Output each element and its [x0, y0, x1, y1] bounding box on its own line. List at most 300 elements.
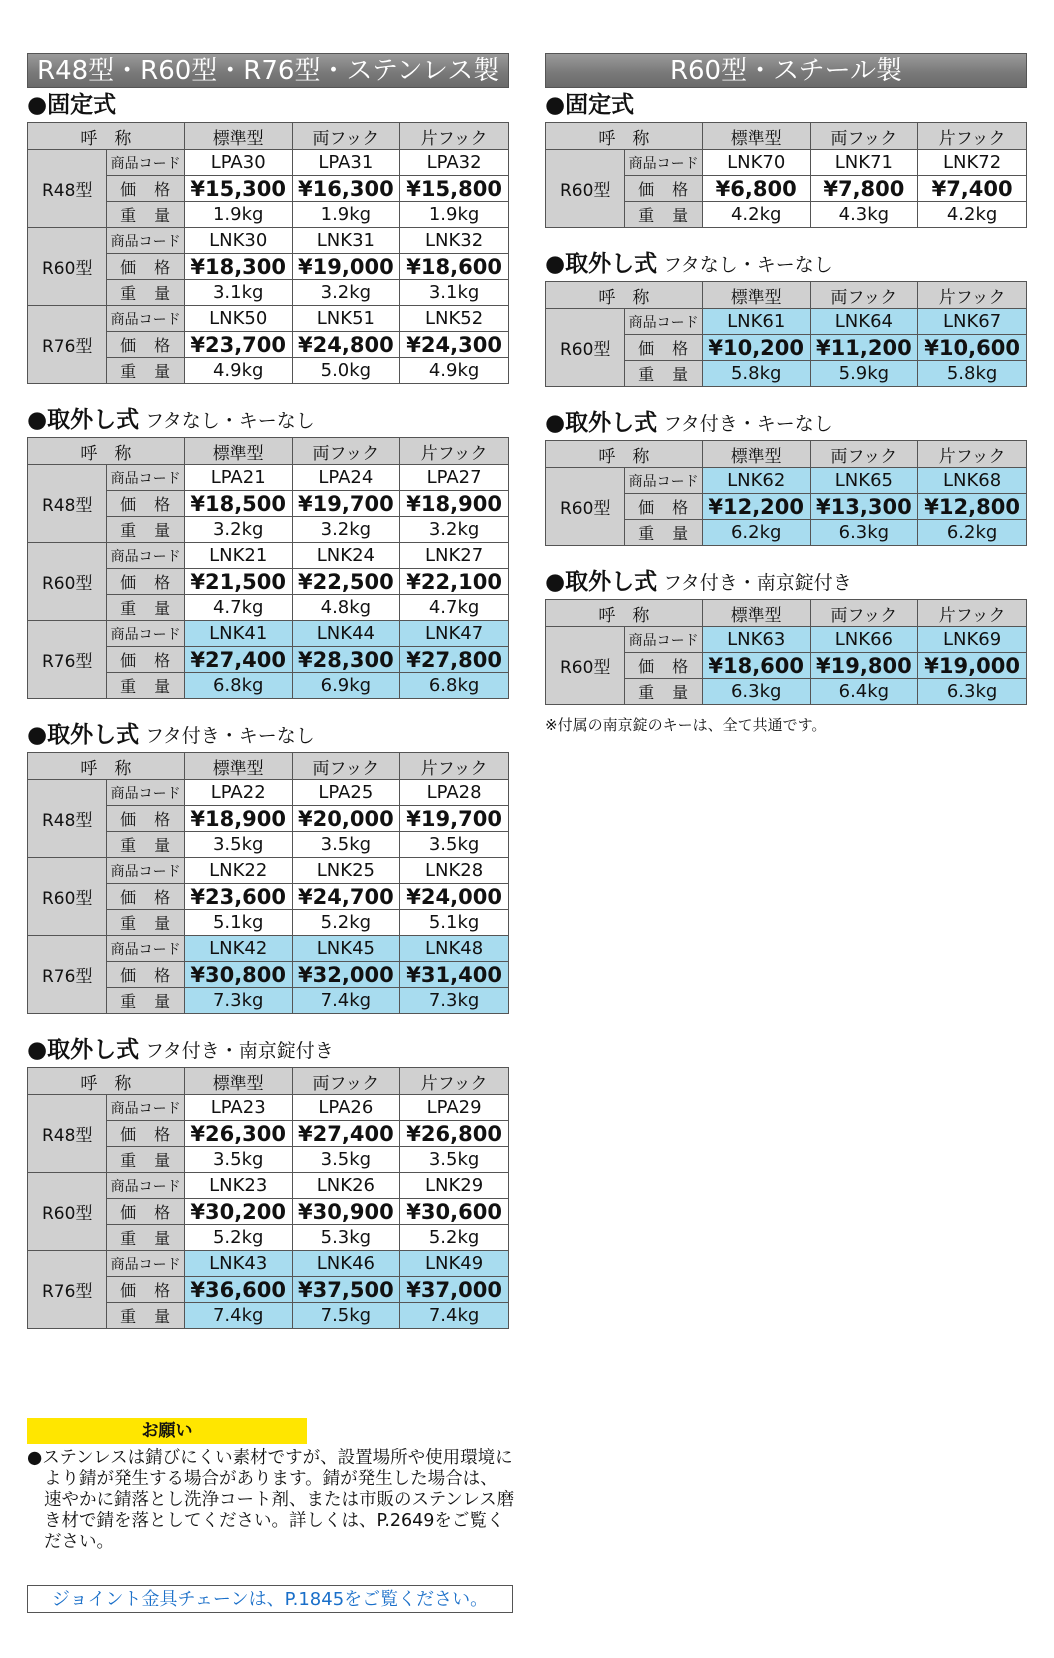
weight-cell: 4.7kg — [184, 595, 292, 621]
price-table — [27, 1067, 509, 1329]
code-cell: LPA29 — [400, 1095, 509, 1121]
model-name: R60型 — [28, 228, 107, 306]
price-cell: ¥11,200 — [810, 335, 918, 361]
code-cell: LPA22 — [184, 780, 292, 806]
code-cell: LNK21 — [184, 543, 292, 569]
weight-cell: 3.1kg — [184, 280, 292, 306]
row-label-weight: 重 量 — [625, 361, 702, 387]
row-label-code: 商品コード — [107, 150, 184, 176]
code-cell: LPA26 — [292, 1095, 400, 1121]
price-cell: ¥13,300 — [810, 494, 918, 520]
weight-cell: 3.5kg — [184, 832, 292, 858]
section-title-sub: フタ付き・キーなし — [663, 413, 833, 435]
section-title-main: ●取外し式 — [545, 410, 658, 436]
price-cell: ¥24,300 — [400, 332, 509, 358]
weight-cell: 6.3kg — [702, 679, 810, 705]
section-title — [27, 1035, 509, 1065]
code-cell: LPA28 — [400, 780, 509, 806]
weight-cell: 1.9kg — [400, 202, 509, 228]
price-section — [545, 408, 1027, 546]
weight-cell: 6.3kg — [918, 679, 1027, 705]
price-cell: ¥28,300 — [292, 647, 400, 673]
price-table — [27, 437, 509, 699]
price-section — [27, 90, 509, 384]
weight-cell: 4.9kg — [184, 358, 292, 384]
weight-cell: 6.9kg — [292, 673, 400, 699]
row-label-weight: 重 量 — [107, 595, 184, 621]
row-label-weight: 重 量 — [107, 988, 184, 1014]
price-cell: ¥30,900 — [292, 1199, 400, 1225]
table-row — [28, 1095, 509, 1121]
section-title-sub: フタ付き・キーなし — [145, 725, 315, 747]
price-cell: ¥18,500 — [184, 491, 292, 517]
row-label-price: 価 格 — [107, 884, 184, 910]
code-cell: LNK67 — [918, 309, 1027, 335]
code-cell: LPA31 — [292, 150, 400, 176]
price-cell: ¥19,000 — [292, 254, 400, 280]
price-cell: ¥18,600 — [702, 653, 810, 679]
price-cell: ¥24,000 — [400, 884, 509, 910]
left-banner: R48型・R60型・R76型・ステンレス製 — [27, 53, 509, 88]
row-label-weight: 重 量 — [107, 517, 184, 543]
header-standard: 標準型 — [184, 753, 292, 780]
code-cell: LNK32 — [400, 228, 509, 254]
row-label-code: 商品コード — [107, 228, 184, 254]
price-cell: ¥18,300 — [184, 254, 292, 280]
price-cell: ¥10,200 — [702, 335, 810, 361]
weight-cell: 6.8kg — [184, 673, 292, 699]
code-cell: LNK48 — [400, 936, 509, 962]
section-title — [27, 405, 509, 435]
code-cell: LNK23 — [184, 1173, 292, 1199]
section-title-main: ●固定式 — [545, 92, 635, 118]
row-label-code: 商品コード — [107, 465, 184, 491]
row-label-weight: 重 量 — [107, 1303, 184, 1329]
row-label-code: 商品コード — [107, 621, 184, 647]
row-label-price: 価 格 — [625, 494, 702, 520]
header-name: 呼 称 — [28, 438, 185, 465]
price-cell: ¥12,200 — [702, 494, 810, 520]
header-single-hook: 片フック — [918, 600, 1027, 627]
code-cell: LNK30 — [184, 228, 292, 254]
code-cell: LNK24 — [292, 543, 400, 569]
table-row — [28, 306, 509, 332]
section-title-main: ●取外し式 — [27, 722, 140, 748]
code-cell: LNK64 — [810, 309, 918, 335]
row-label-weight: 重 量 — [625, 202, 702, 228]
weight-cell: 3.2kg — [292, 280, 400, 306]
weight-cell: 4.3kg — [810, 202, 918, 228]
header-name: 呼 称 — [546, 600, 703, 627]
header-name: 呼 称 — [28, 1068, 185, 1095]
code-cell: LPA25 — [292, 780, 400, 806]
weight-cell: 7.5kg — [292, 1303, 400, 1329]
code-cell: LNK50 — [184, 306, 292, 332]
model-name: R60型 — [28, 1173, 107, 1251]
code-cell: LNK66 — [810, 627, 918, 653]
key-note: ※付属の南京錠のキーは、全て共通です。 — [545, 716, 827, 734]
weight-cell: 5.9kg — [810, 361, 918, 387]
model-name: R48型 — [28, 1095, 107, 1173]
table-row — [28, 858, 509, 884]
section-title-main: ●固定式 — [27, 92, 117, 118]
price-table — [545, 440, 1027, 546]
header-name: 呼 称 — [28, 753, 185, 780]
header-single-hook: 片フック — [400, 123, 509, 150]
header-single-hook: 片フック — [400, 1068, 509, 1095]
row-label-price: 価 格 — [107, 491, 184, 517]
code-cell: LNK44 — [292, 621, 400, 647]
row-label-weight: 重 量 — [107, 280, 184, 306]
row-label-code: 商品コード — [625, 468, 702, 494]
price-cell: ¥19,700 — [400, 806, 509, 832]
weight-cell: 6.3kg — [810, 520, 918, 546]
table-header-row — [546, 600, 1027, 627]
weight-cell: 5.2kg — [184, 1225, 292, 1251]
right-banner: R60型・スチール製 — [545, 53, 1027, 88]
price-cell: ¥27,400 — [184, 647, 292, 673]
section-title-sub: フタなし・キーなし — [145, 410, 315, 432]
table-row — [546, 309, 1027, 335]
price-cell: ¥26,800 — [400, 1121, 509, 1147]
price-cell: ¥37,500 — [292, 1277, 400, 1303]
header-standard: 標準型 — [184, 438, 292, 465]
model-name: R60型 — [28, 543, 107, 621]
price-cell: ¥30,800 — [184, 962, 292, 988]
row-label-weight: 重 量 — [107, 910, 184, 936]
price-cell: ¥7,400 — [918, 176, 1027, 202]
weight-cell: 7.4kg — [292, 988, 400, 1014]
request-box — [27, 1418, 515, 1553]
weight-cell: 5.0kg — [292, 358, 400, 384]
section-title-main: ●取外し式 — [27, 407, 140, 433]
header-standard: 標準型 — [702, 123, 810, 150]
weight-cell: 6.8kg — [400, 673, 509, 699]
header-standard: 標準型 — [702, 282, 810, 309]
header-single-hook: 片フック — [918, 441, 1027, 468]
code-cell: LNK51 — [292, 306, 400, 332]
price-table — [545, 281, 1027, 387]
header-standard: 標準型 — [702, 600, 810, 627]
header-double-hook: 両フック — [810, 441, 918, 468]
price-cell: ¥27,800 — [400, 647, 509, 673]
code-cell: LPA23 — [184, 1095, 292, 1121]
header-double-hook: 両フック — [810, 123, 918, 150]
weight-cell: 6.4kg — [810, 679, 918, 705]
header-standard: 標準型 — [184, 1068, 292, 1095]
price-cell: ¥15,300 — [184, 176, 292, 202]
price-cell: ¥15,800 — [400, 176, 509, 202]
weight-cell: 6.2kg — [702, 520, 810, 546]
header-name: 呼 称 — [546, 123, 703, 150]
table-row — [28, 621, 509, 647]
code-cell: LNK46 — [292, 1251, 400, 1277]
header-double-hook: 両フック — [292, 438, 400, 465]
model-name: R60型 — [546, 309, 625, 387]
model-name: R48型 — [28, 465, 107, 543]
price-cell: ¥19,000 — [918, 653, 1027, 679]
code-cell: LPA30 — [184, 150, 292, 176]
right-column — [545, 53, 1027, 735]
header-name: 呼 称 — [28, 123, 185, 150]
row-label-code: 商品コード — [107, 1251, 184, 1277]
price-section — [545, 249, 1027, 387]
price-section — [27, 1035, 509, 1329]
table-header-row — [28, 438, 509, 465]
model-name: R60型 — [546, 150, 625, 228]
code-cell: LNK45 — [292, 936, 400, 962]
model-name: R76型 — [28, 1251, 107, 1329]
weight-cell: 3.5kg — [184, 1147, 292, 1173]
price-cell: ¥6,800 — [702, 176, 810, 202]
header-single-hook: 片フック — [400, 753, 509, 780]
row-label-weight: 重 量 — [107, 202, 184, 228]
code-cell: LNK31 — [292, 228, 400, 254]
price-cell: ¥22,100 — [400, 569, 509, 595]
row-label-weight: 重 量 — [625, 520, 702, 546]
price-cell: ¥18,900 — [400, 491, 509, 517]
code-cell: LPA27 — [400, 465, 509, 491]
row-label-price: 価 格 — [107, 806, 184, 832]
row-label-price: 価 格 — [625, 335, 702, 361]
table-header-row — [28, 123, 509, 150]
weight-cell: 5.8kg — [702, 361, 810, 387]
price-table — [545, 599, 1027, 705]
header-double-hook: 両フック — [810, 600, 918, 627]
weight-cell: 5.3kg — [292, 1225, 400, 1251]
row-label-code: 商品コード — [107, 1173, 184, 1199]
code-cell: LPA21 — [184, 465, 292, 491]
price-cell: ¥31,400 — [400, 962, 509, 988]
code-cell: LNK26 — [292, 1173, 400, 1199]
weight-cell: 4.9kg — [400, 358, 509, 384]
price-cell: ¥18,900 — [184, 806, 292, 832]
code-cell: LNK42 — [184, 936, 292, 962]
model-name: R76型 — [28, 936, 107, 1014]
table-row — [28, 780, 509, 806]
weight-cell: 7.3kg — [400, 988, 509, 1014]
code-cell: LPA24 — [292, 465, 400, 491]
table-row — [28, 150, 509, 176]
row-label-code: 商品コード — [625, 309, 702, 335]
code-cell: LNK41 — [184, 621, 292, 647]
price-cell: ¥24,800 — [292, 332, 400, 358]
weight-cell: 3.5kg — [292, 832, 400, 858]
weight-cell: 5.2kg — [400, 1225, 509, 1251]
section-title — [545, 90, 1027, 120]
row-label-weight: 重 量 — [107, 832, 184, 858]
joint-chain-reference: ジョイント金具チェーンは、P.1845をご覧ください。 — [27, 1585, 513, 1613]
price-cell: ¥10,600 — [918, 335, 1027, 361]
row-label-price: 価 格 — [107, 962, 184, 988]
code-cell: LNK28 — [400, 858, 509, 884]
left-column — [27, 53, 509, 1350]
weight-cell: 5.1kg — [184, 910, 292, 936]
price-cell: ¥36,600 — [184, 1277, 292, 1303]
code-cell: LNK29 — [400, 1173, 509, 1199]
price-table — [27, 122, 509, 384]
code-cell: LNK69 — [918, 627, 1027, 653]
section-title-main: ●取外し式 — [545, 251, 658, 277]
table-row — [28, 543, 509, 569]
weight-cell: 6.2kg — [918, 520, 1027, 546]
model-name: R48型 — [28, 780, 107, 858]
row-label-price: 価 格 — [107, 1199, 184, 1225]
weight-cell: 1.9kg — [292, 202, 400, 228]
row-label-price: 価 格 — [107, 1121, 184, 1147]
weight-cell: 5.1kg — [400, 910, 509, 936]
model-name: R60型 — [28, 858, 107, 936]
header-single-hook: 片フック — [918, 123, 1027, 150]
model-name: R48型 — [28, 150, 107, 228]
weight-cell: 3.5kg — [400, 832, 509, 858]
table-row — [28, 1173, 509, 1199]
row-label-price: 価 格 — [107, 332, 184, 358]
table-row — [546, 627, 1027, 653]
price-cell: ¥37,000 — [400, 1277, 509, 1303]
code-cell: LNK62 — [702, 468, 810, 494]
header-single-hook: 片フック — [400, 438, 509, 465]
code-cell: LNK70 — [702, 150, 810, 176]
price-table — [545, 122, 1027, 228]
model-name: R76型 — [28, 621, 107, 699]
price-cell: ¥30,600 — [400, 1199, 509, 1225]
price-cell: ¥19,800 — [810, 653, 918, 679]
section-title — [545, 408, 1027, 438]
price-table — [27, 752, 509, 1014]
code-cell: LNK22 — [184, 858, 292, 884]
section-title-sub: フタなし・キーなし — [663, 254, 833, 276]
code-cell: LNK72 — [918, 150, 1027, 176]
header-double-hook: 両フック — [292, 753, 400, 780]
price-cell: ¥12,800 — [918, 494, 1027, 520]
header-single-hook: 片フック — [918, 282, 1027, 309]
row-label-price: 価 格 — [625, 653, 702, 679]
price-cell: ¥16,300 — [292, 176, 400, 202]
weight-cell: 1.9kg — [184, 202, 292, 228]
price-cell: ¥24,700 — [292, 884, 400, 910]
header-double-hook: 両フック — [810, 282, 918, 309]
table-row — [28, 465, 509, 491]
row-label-weight: 重 量 — [625, 679, 702, 705]
price-cell: ¥7,800 — [810, 176, 918, 202]
price-cell: ¥21,500 — [184, 569, 292, 595]
table-header-row — [28, 1068, 509, 1095]
price-cell: ¥30,200 — [184, 1199, 292, 1225]
row-label-code: 商品コード — [107, 780, 184, 806]
code-cell: LNK71 — [810, 150, 918, 176]
header-name: 呼 称 — [546, 282, 703, 309]
row-label-code: 商品コード — [625, 150, 702, 176]
header-standard: 標準型 — [184, 123, 292, 150]
price-cell: ¥22,500 — [292, 569, 400, 595]
model-name: R76型 — [28, 306, 107, 384]
row-label-code: 商品コード — [107, 543, 184, 569]
price-cell: ¥32,000 — [292, 962, 400, 988]
row-label-price: 価 格 — [107, 254, 184, 280]
row-label-weight: 重 量 — [107, 1225, 184, 1251]
weight-cell: 3.1kg — [400, 280, 509, 306]
price-section — [27, 720, 509, 1014]
section-title-main: ●取外し式 — [27, 1037, 140, 1063]
section-title — [545, 567, 1027, 597]
section-title — [27, 90, 509, 120]
price-cell: ¥20,000 — [292, 806, 400, 832]
section-title — [27, 720, 509, 750]
row-label-price: 価 格 — [107, 1277, 184, 1303]
weight-cell: 7.4kg — [400, 1303, 509, 1329]
table-row — [546, 468, 1027, 494]
code-cell: LNK63 — [702, 627, 810, 653]
request-heading: お願い — [27, 1418, 307, 1444]
price-section — [545, 90, 1027, 228]
header-double-hook: 両フック — [292, 123, 400, 150]
table-row — [28, 228, 509, 254]
section-title-sub: フタ付き・南京錠付き — [663, 572, 852, 594]
code-cell: LNK52 — [400, 306, 509, 332]
table-row — [546, 150, 1027, 176]
section-title-main: ●取外し式 — [545, 569, 658, 595]
price-cell: ¥23,600 — [184, 884, 292, 910]
code-cell: LNK61 — [702, 309, 810, 335]
weight-cell: 3.2kg — [184, 517, 292, 543]
weight-cell: 4.8kg — [292, 595, 400, 621]
price-cell: ¥23,700 — [184, 332, 292, 358]
request-text: ●ステンレスは錆びにくい素材ですが、設置場所や使用環境により錆が発生する場合があります。錆が発生した場合は、速やかに錆落とし洗浄コート剤、または市販のステンレス磨き材で錆を落としてください。詳しくは、P.2649をご覧ください。 — [27, 1448, 515, 1552]
row-label-code: 商品コード — [107, 1095, 184, 1121]
price-cell: ¥19,700 — [292, 491, 400, 517]
code-cell: LNK43 — [184, 1251, 292, 1277]
row-label-price: 価 格 — [625, 176, 702, 202]
weight-cell: 4.2kg — [702, 202, 810, 228]
row-label-weight: 重 量 — [107, 358, 184, 384]
price-cell: ¥26,300 — [184, 1121, 292, 1147]
weight-cell: 4.2kg — [918, 202, 1027, 228]
row-label-code: 商品コード — [107, 936, 184, 962]
price-section — [545, 567, 1027, 705]
weight-cell: 3.2kg — [292, 517, 400, 543]
row-label-code: 商品コード — [107, 306, 184, 332]
weight-cell: 4.7kg — [400, 595, 509, 621]
row-label-weight: 重 量 — [107, 673, 184, 699]
weight-cell: 3.2kg — [400, 517, 509, 543]
code-cell: LNK49 — [400, 1251, 509, 1277]
table-header-row — [28, 753, 509, 780]
code-cell: LNK65 — [810, 468, 918, 494]
row-label-price: 価 格 — [107, 647, 184, 673]
table-header-row — [546, 441, 1027, 468]
weight-cell: 3.5kg — [292, 1147, 400, 1173]
row-label-code: 商品コード — [625, 627, 702, 653]
code-cell: LNK25 — [292, 858, 400, 884]
section-title-sub: フタ付き・南京錠付き — [145, 1040, 334, 1062]
model-name: R60型 — [546, 468, 625, 546]
weight-cell: 5.8kg — [918, 361, 1027, 387]
row-label-price: 価 格 — [107, 569, 184, 595]
row-label-price: 価 格 — [107, 176, 184, 202]
section-title — [545, 249, 1027, 279]
code-cell: LNK68 — [918, 468, 1027, 494]
code-cell: LPA32 — [400, 150, 509, 176]
header-name: 呼 称 — [546, 441, 703, 468]
table-row — [28, 1251, 509, 1277]
price-section — [27, 405, 509, 699]
header-standard: 標準型 — [702, 441, 810, 468]
weight-cell: 5.2kg — [292, 910, 400, 936]
header-double-hook: 両フック — [292, 1068, 400, 1095]
code-cell: LNK47 — [400, 621, 509, 647]
price-cell: ¥27,400 — [292, 1121, 400, 1147]
